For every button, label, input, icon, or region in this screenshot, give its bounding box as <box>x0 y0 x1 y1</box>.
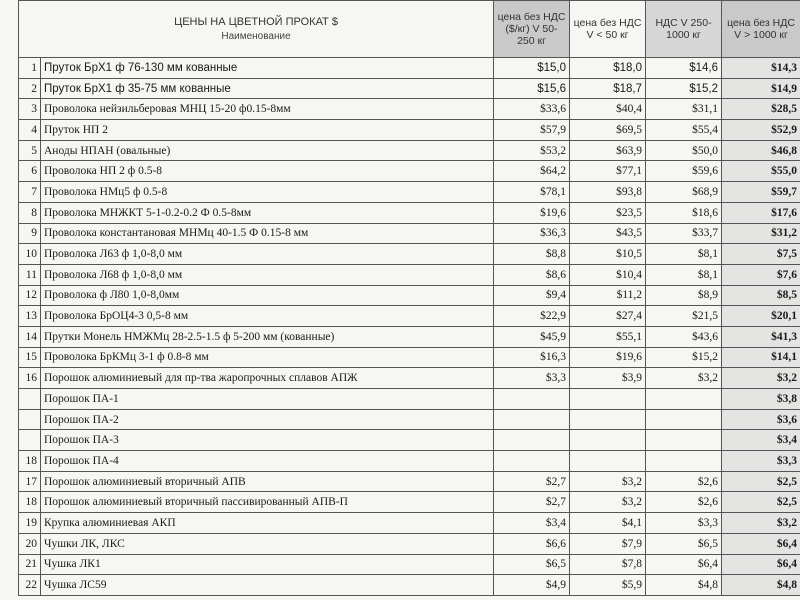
price-over-1000: $14,9 <box>722 78 800 99</box>
row-number: 16 <box>19 368 41 389</box>
price-under-50 <box>570 451 646 472</box>
price-50-250: $16,3 <box>494 347 570 368</box>
table-row <box>19 202 800 223</box>
price-over-1000: $3,2 <box>722 368 800 389</box>
price-over-1000: $3,4 <box>722 430 800 451</box>
price-50-250: $2,7 <box>494 471 570 492</box>
price-under-50: $7,9 <box>570 533 646 554</box>
row-number: 6 <box>19 161 41 182</box>
row-number <box>19 389 41 410</box>
table-row <box>19 533 800 554</box>
item-name: Порошок алюминиевый вторичный АПВ <box>41 471 494 492</box>
item-name: Крупка алюминиевая АКП <box>41 513 494 534</box>
row-number <box>19 409 41 430</box>
price-50-250: $3,4 <box>494 513 570 534</box>
price-over-1000: $2,5 <box>722 492 800 513</box>
price-over-1000: $20,1 <box>722 306 800 327</box>
row-number: 8 <box>19 202 41 223</box>
table-body <box>19 58 800 596</box>
table-row <box>19 244 800 265</box>
price-50-250: $9,4 <box>494 285 570 306</box>
row-number: 20 <box>19 533 41 554</box>
price-250-1000: $8,1 <box>646 264 722 285</box>
price-over-1000: $55,0 <box>722 161 800 182</box>
price-under-50: $10,5 <box>570 244 646 265</box>
price-250-1000: $3,3 <box>646 513 722 534</box>
price-table <box>18 0 800 596</box>
table-row <box>19 471 800 492</box>
item-name: Чушка ЛК1 <box>41 554 494 575</box>
price-over-1000: $3,6 <box>722 409 800 430</box>
item-name: Порошок алюминиевый вторичный пассивированный АПВ-П <box>41 492 494 513</box>
price-over-1000: $52,9 <box>722 120 800 141</box>
price-under-50: $11,2 <box>570 285 646 306</box>
price-250-1000: $2,6 <box>646 492 722 513</box>
price-50-250: $45,9 <box>494 326 570 347</box>
table-row <box>19 513 800 534</box>
table-row <box>19 326 800 347</box>
item-name: Проволока БрОЦ4-3 0,5-8 мм <box>41 306 494 327</box>
table-row <box>19 451 800 472</box>
item-name: Аноды НПАН (овальные) <box>41 140 494 161</box>
price-50-250: $4,9 <box>494 575 570 596</box>
price-under-50: $77,1 <box>570 161 646 182</box>
row-number: 11 <box>19 264 41 285</box>
price-over-1000: $4,8 <box>722 575 800 596</box>
price-250-1000: $8,9 <box>646 285 722 306</box>
price-50-250: $57,9 <box>494 120 570 141</box>
row-number: 15 <box>19 347 41 368</box>
item-name: Проволока НМц5 ф 0.5-8 <box>41 182 494 203</box>
col-header-50-250: цена без НДС ($/кг) V 50-250 кг <box>494 1 570 58</box>
price-50-250: $15,0 <box>494 58 570 79</box>
price-under-50: $63,9 <box>570 140 646 161</box>
price-50-250 <box>494 409 570 430</box>
price-250-1000: $15,2 <box>646 347 722 368</box>
price-50-250 <box>494 430 570 451</box>
row-number: 14 <box>19 326 41 347</box>
price-under-50 <box>570 409 646 430</box>
item-name: Прутки Монель НМЖМц 28-2.5-1.5 ф 5-200 мм (кованные) <box>41 326 494 347</box>
row-number: 5 <box>19 140 41 161</box>
header-row <box>19 1 800 58</box>
price-250-1000 <box>646 451 722 472</box>
table-row <box>19 368 800 389</box>
price-over-1000: $41,3 <box>722 326 800 347</box>
table-row <box>19 99 800 120</box>
row-number: 21 <box>19 554 41 575</box>
item-name: Порошок алюминиевый для пр-тва жаропрочных сплавов АПЖ <box>41 368 494 389</box>
price-50-250: $19,6 <box>494 202 570 223</box>
price-under-50: $4,1 <box>570 513 646 534</box>
row-number: 2 <box>19 78 41 99</box>
price-50-250: $3,3 <box>494 368 570 389</box>
item-name: Проволока НП 2 ф 0.5-8 <box>41 161 494 182</box>
price-under-50: $7,8 <box>570 554 646 575</box>
item-name: Порошок ПА-2 <box>41 409 494 430</box>
price-50-250: $6,6 <box>494 533 570 554</box>
price-under-50: $43,5 <box>570 223 646 244</box>
table-row <box>19 140 800 161</box>
price-under-50: $5,9 <box>570 575 646 596</box>
price-over-1000: $2,5 <box>722 471 800 492</box>
price-250-1000: $68,9 <box>646 182 722 203</box>
table-row <box>19 78 800 99</box>
row-number: 17 <box>19 471 41 492</box>
item-name: Порошок ПА-3 <box>41 430 494 451</box>
price-under-50: $3,2 <box>570 492 646 513</box>
item-name: Чушки ЛК, ЛКС <box>41 533 494 554</box>
price-250-1000: $59,6 <box>646 161 722 182</box>
table-row <box>19 575 800 596</box>
price-over-1000: $3,2 <box>722 513 800 534</box>
item-name: Порошок ПА-4 <box>41 451 494 472</box>
price-under-50: $55,1 <box>570 326 646 347</box>
table-row <box>19 285 800 306</box>
price-250-1000: $33,7 <box>646 223 722 244</box>
item-name: Пруток БрХ1 ф 35-75 мм кованные <box>41 78 494 99</box>
col-header-250-1000: НДС V 250-1000 кг <box>646 1 722 58</box>
col-header-over-1000: цена без НДС V > 1000 кг <box>722 1 800 58</box>
price-over-1000: $8,5 <box>722 285 800 306</box>
row-number: 9 <box>19 223 41 244</box>
price-over-1000: $17,6 <box>722 202 800 223</box>
price-under-50: $27,4 <box>570 306 646 327</box>
item-name: Проволока МНЖКТ 5-1-0.2-0.2 Ф 0.5-8мм <box>41 202 494 223</box>
price-over-1000: $46,8 <box>722 140 800 161</box>
price-250-1000: $3,2 <box>646 368 722 389</box>
price-over-1000: $6,4 <box>722 533 800 554</box>
price-over-1000: $6,4 <box>722 554 800 575</box>
price-50-250: $2,7 <box>494 492 570 513</box>
row-number: 13 <box>19 306 41 327</box>
item-name: Проволока Л68 ф 1,0-8,0 мм <box>41 264 494 285</box>
table-row <box>19 389 800 410</box>
price-250-1000 <box>646 409 722 430</box>
price-under-50: $93,8 <box>570 182 646 203</box>
price-under-50: $40,4 <box>570 99 646 120</box>
row-number: 3 <box>19 99 41 120</box>
item-name: Проволока ф Л80 1,0-8,0мм <box>41 285 494 306</box>
price-50-250: $8,6 <box>494 264 570 285</box>
price-250-1000: $4,8 <box>646 575 722 596</box>
price-250-1000: $14,6 <box>646 58 722 79</box>
col-header-under-50: цена без НДС V < 50 кг <box>570 1 646 58</box>
row-number: 4 <box>19 120 41 141</box>
price-over-1000: $14,1 <box>722 347 800 368</box>
price-50-250: $15,6 <box>494 78 570 99</box>
price-under-50 <box>570 430 646 451</box>
price-over-1000: $3,8 <box>722 389 800 410</box>
price-50-250 <box>494 451 570 472</box>
price-under-50: $19,6 <box>570 347 646 368</box>
table-row <box>19 161 800 182</box>
table-row <box>19 306 800 327</box>
price-250-1000: $8,1 <box>646 244 722 265</box>
price-over-1000: $14,3 <box>722 58 800 79</box>
table-row <box>19 430 800 451</box>
price-over-1000: $28,5 <box>722 99 800 120</box>
price-over-1000: $31,2 <box>722 223 800 244</box>
price-under-50: $18,0 <box>570 58 646 79</box>
item-name: Проволока нейзильберовая МНЦ 15-20 ф0.15-8мм <box>41 99 494 120</box>
price-under-50: $10,4 <box>570 264 646 285</box>
table-row <box>19 492 800 513</box>
price-50-250: $8,8 <box>494 244 570 265</box>
price-250-1000: $6,4 <box>646 554 722 575</box>
table-row <box>19 347 800 368</box>
table-subtitle: Наименование <box>221 30 291 42</box>
row-number: 18 <box>19 492 41 513</box>
table-row <box>19 409 800 430</box>
item-name: Пруток БрХ1 ф 76-130 мм кованные <box>41 58 494 79</box>
row-number: 22 <box>19 575 41 596</box>
price-over-1000: $7,5 <box>722 244 800 265</box>
item-name: Проволока БрКМц 3-1 ф 0.8-8 мм <box>41 347 494 368</box>
price-50-250: $6,5 <box>494 554 570 575</box>
price-under-50: $69,5 <box>570 120 646 141</box>
table-row <box>19 554 800 575</box>
table-row <box>19 58 800 79</box>
price-250-1000: $31,1 <box>646 99 722 120</box>
row-number: 1 <box>19 58 41 79</box>
table-row <box>19 264 800 285</box>
row-number: 10 <box>19 244 41 265</box>
price-50-250: $53,2 <box>494 140 570 161</box>
price-50-250 <box>494 389 570 410</box>
price-50-250: $33,6 <box>494 99 570 120</box>
price-under-50: $3,9 <box>570 368 646 389</box>
table-row <box>19 182 800 203</box>
table-title: ЦЕНЫ НА ЦВЕТНОЙ ПРОКАТ $ <box>174 15 338 28</box>
price-50-250: $36,3 <box>494 223 570 244</box>
price-over-1000: $3,3 <box>722 451 800 472</box>
item-name: Проволока константановая МНМц 40-1.5 Ф 0.15-8 мм <box>41 223 494 244</box>
table-row <box>19 120 800 141</box>
table-row <box>19 223 800 244</box>
price-250-1000: $55,4 <box>646 120 722 141</box>
price-250-1000: $15,2 <box>646 78 722 99</box>
price-under-50: $3,2 <box>570 471 646 492</box>
price-250-1000: $43,6 <box>646 326 722 347</box>
row-number: 19 <box>19 513 41 534</box>
price-250-1000: $6,5 <box>646 533 722 554</box>
row-number <box>19 430 41 451</box>
item-name: Проволока Л63 ф 1,0-8,0 мм <box>41 244 494 265</box>
price-under-50: $18,7 <box>570 78 646 99</box>
price-under-50 <box>570 389 646 410</box>
price-250-1000: $50,0 <box>646 140 722 161</box>
price-250-1000 <box>646 430 722 451</box>
header-title-cell <box>19 1 494 58</box>
price-50-250: $78,1 <box>494 182 570 203</box>
price-250-1000: $18,6 <box>646 202 722 223</box>
row-number: 7 <box>19 182 41 203</box>
price-250-1000: $21,5 <box>646 306 722 327</box>
row-number: 12 <box>19 285 41 306</box>
item-name: Порошок ПА-1 <box>41 389 494 410</box>
price-over-1000: $7,6 <box>722 264 800 285</box>
price-50-250: $22,9 <box>494 306 570 327</box>
price-over-1000: $59,7 <box>722 182 800 203</box>
item-name: Пруток НП 2 <box>41 120 494 141</box>
item-name: Чушка ЛС59 <box>41 575 494 596</box>
price-250-1000: $2,6 <box>646 471 722 492</box>
price-under-50: $23,5 <box>570 202 646 223</box>
price-50-250: $64,2 <box>494 161 570 182</box>
row-number: 18 <box>19 451 41 472</box>
price-250-1000 <box>646 389 722 410</box>
